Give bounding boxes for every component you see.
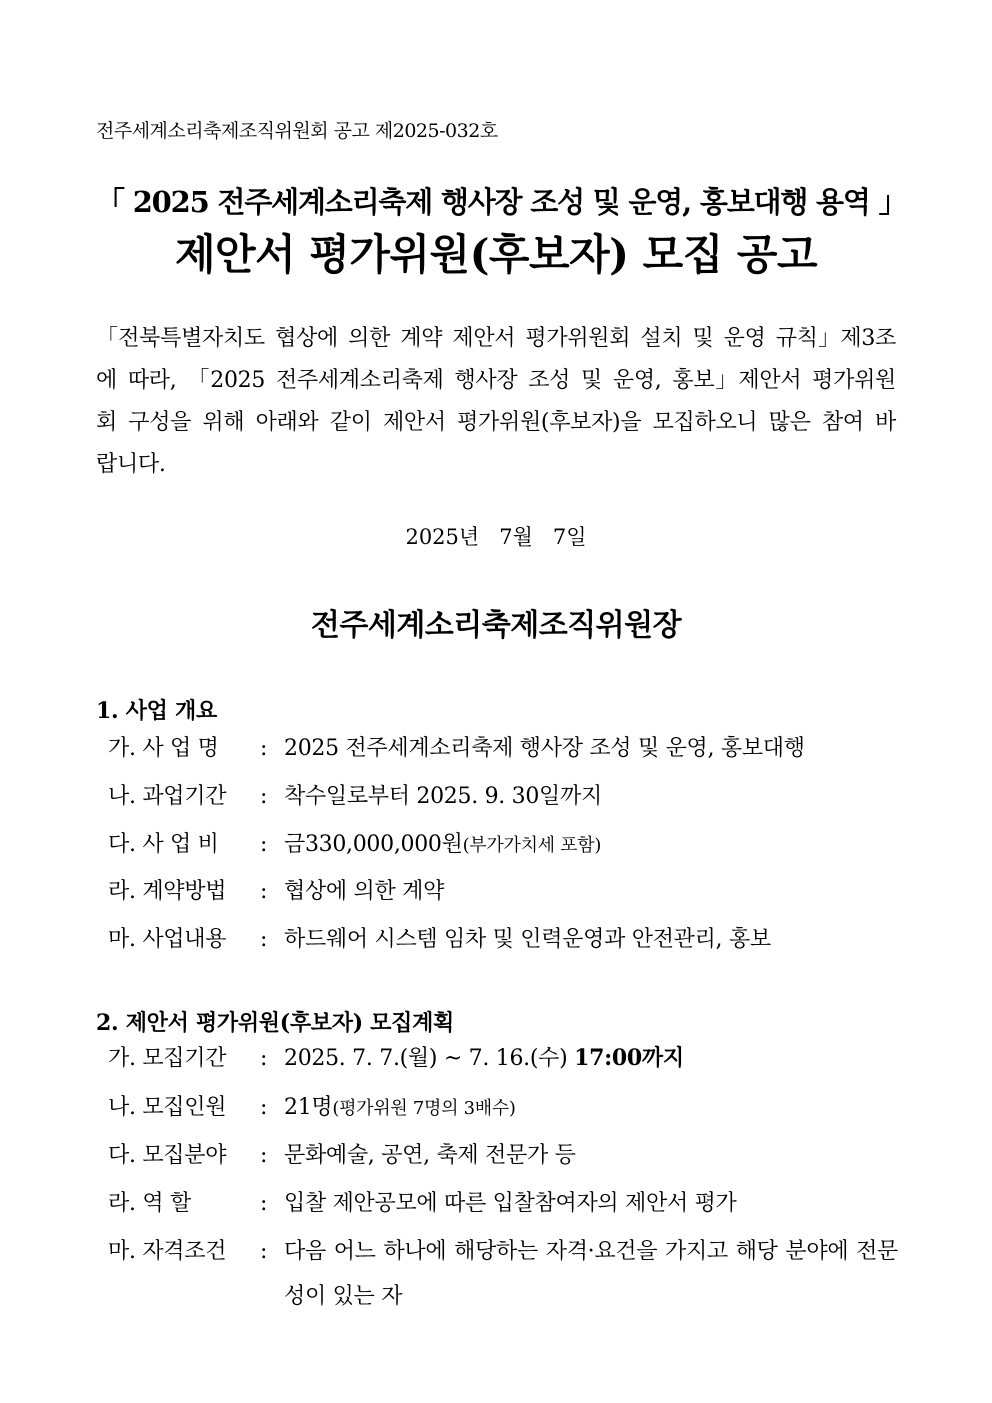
item-colon: : xyxy=(260,832,268,857)
item-value: 하드웨어 시스템 임차 및 인력운영과 안전관리, 홍보 xyxy=(284,927,771,952)
section-heading-recruitment-plan: 2. 제안서 평가위원(후보자) 모집계획 xyxy=(96,1010,454,1036)
issuer-name: 전주세계소리축제조직위원장 xyxy=(310,608,682,643)
item-colon: : xyxy=(260,1143,268,1168)
recruit-item-period xyxy=(108,1036,898,1081)
item-label: 가. 모집기간 xyxy=(108,1046,227,1071)
item-value: 협상에 의한 계약 xyxy=(284,879,445,904)
item-colon: : xyxy=(260,879,268,904)
page-title: 제안서 평가위원(후보자) 모집 공고 xyxy=(174,230,818,279)
item-note: (부가가치세 포함) xyxy=(462,835,602,856)
item-value: 2025. 7. 7.(월) ~ 7. 16.(수) xyxy=(284,1046,575,1071)
recruit-item-field xyxy=(108,1133,898,1178)
item-colon: : xyxy=(260,736,268,761)
section-heading-business-overview: 1. 사업 개요 xyxy=(96,698,217,724)
item-value: 착수일로부터 2025. 9. 30일까지 xyxy=(284,784,602,809)
announcement-date: 2025년 7월 7일 xyxy=(405,525,587,549)
overview-item-period xyxy=(108,774,898,819)
item-label: 라. 역 할 xyxy=(108,1191,191,1216)
item-label: 나. 과업기간 xyxy=(108,784,227,809)
item-colon: : xyxy=(260,1191,268,1216)
item-value: 입찰 제안공모에 따른 입찰참여자의 제안서 평가 xyxy=(284,1191,737,1216)
intro-paragraph: 「전북특별자치도 협상에 의한 계약 제안서 평가위원회 설치 및 운영 규칙」제3조에 따라, 「2025 전주세계소리축제 행사장 조성 및 운영, 홍보」제안서 평가위원회 구성을 위해 아래와 같이 제안서 평가위원(후보자)을 모집하오니 많은 참여 바랍니다. xyxy=(96,326,896,477)
item-label: 마. 자격조건 xyxy=(108,1239,227,1264)
item-value-wrap xyxy=(284,1036,898,1081)
item-label: 나. 모집인원 xyxy=(108,1095,227,1120)
item-colon: : xyxy=(260,927,268,952)
overview-item-budget xyxy=(108,822,898,868)
item-label: 다. 사 업 비 xyxy=(108,832,219,857)
item-label: 다. 모집분야 xyxy=(108,1143,227,1168)
recruit-item-qualification xyxy=(108,1229,898,1319)
item-colon: : xyxy=(260,784,268,809)
title-project-name: 「 2025 전주세계소리축제 행사장 조성 및 운영, 홍보대행 용역 」 xyxy=(96,185,907,219)
item-emphasis: 17:00까지 xyxy=(574,1045,684,1071)
overview-item-content xyxy=(108,917,898,962)
overview-item-contract-method xyxy=(108,869,898,914)
recruit-item-role xyxy=(108,1181,898,1226)
item-label: 라. 계약방법 xyxy=(108,879,227,904)
notice-number: 전주세계소리축제조직위원회 공고 제2025-032호 xyxy=(96,120,498,142)
item-value-wrap xyxy=(284,822,898,868)
item-colon: : xyxy=(260,1239,268,1264)
recruit-item-count xyxy=(108,1085,898,1131)
item-value-wrap xyxy=(284,1085,898,1131)
overview-item-project-name xyxy=(108,726,898,771)
item-value: 2025 전주세계소리축제 행사장 조성 및 운영, 홍보대행 xyxy=(284,736,805,761)
item-colon: : xyxy=(260,1046,268,1071)
item-note: (평가위원 7명의 3배수) xyxy=(332,1098,516,1119)
item-label: 마. 사업내용 xyxy=(108,927,227,952)
item-value: 문화예술, 공연, 축제 전문가 등 xyxy=(284,1143,576,1168)
item-colon: : xyxy=(260,1095,268,1120)
item-value: 금330,000,000원 xyxy=(284,832,463,857)
item-value: 21명 xyxy=(284,1095,333,1120)
item-label: 가. 사 업 명 xyxy=(108,736,219,761)
item-value: 다음 어느 하나에 해당하는 자격·요건을 가지고 해당 분야에 전문성이 있는 자 xyxy=(284,1239,898,1309)
